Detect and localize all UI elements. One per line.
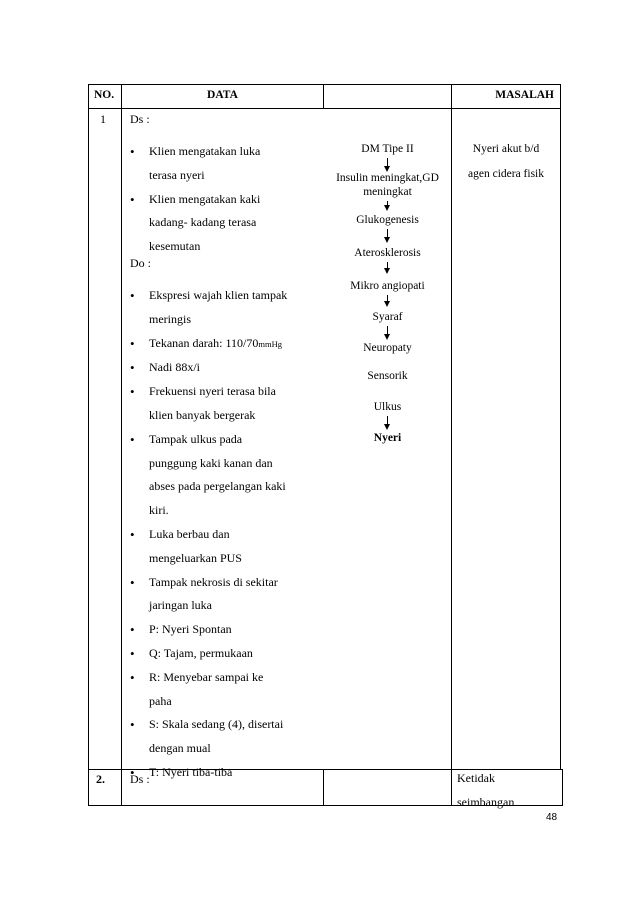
row1-number: 1 — [100, 112, 106, 126]
row1-ds-label: Ds : — [130, 112, 150, 126]
header-masalah: MASALAH — [495, 89, 554, 101]
flow-arrowhead-7 — [384, 424, 390, 430]
do-item-7: • Tampak nekrosis di sekitar jaringan luka — [127, 571, 323, 619]
ds-item-2: • Klien mengatakan kaki — [127, 188, 323, 212]
ds-item-1: • Klien mengatakan luka — [127, 140, 323, 164]
do-item-4: • Frekuensi nyeri terasa bila klien banyak bergerak — [127, 380, 323, 428]
ds-item-2-cont2: kesemutan — [149, 239, 201, 254]
table-left-border — [88, 84, 89, 806]
do-item-12: • T: Nyeri tiba-tiba — [127, 761, 323, 785]
flow-glukogenesis: Glukogenesis — [356, 214, 419, 226]
table-right-border-row2 — [562, 769, 563, 806]
do-item-11: • S: Skala sedang (4), disertai dengan mual — [127, 713, 323, 761]
flow-dm-tipe-ii: DM Tipe II — [361, 143, 414, 155]
row1-masalah: Nyeri akut b/d agen cidera fisik — [468, 143, 544, 180]
flow-ulkus: Ulkus — [373, 401, 402, 413]
flow-mikro-angiopati: Mikro angiopati — [350, 280, 425, 292]
do-item-6: • Luka berbau dan mengeluarkan PUS — [127, 523, 323, 571]
col-divider-flow — [451, 84, 452, 806]
row2-ds-label: Ds : — [130, 772, 150, 786]
do-item-1: • Ekspresi wajah klien tampak meringis — [127, 284, 323, 332]
col-divider-data — [323, 84, 324, 109]
header-no: NO. — [94, 89, 115, 101]
flow-sensorik: Sensorik — [367, 370, 408, 382]
do-item-2: • Tekanan darah: 110/70mmHg — [127, 332, 323, 357]
flow-arrowhead-3 — [384, 237, 390, 243]
ds-item-1-cont: terasa nyeri — [149, 167, 205, 182]
flow-arrowhead-6 — [384, 334, 390, 340]
row2-masalah: Ketidak seimbangan — [457, 771, 515, 809]
flow-aterosklerosis: Aterosklerosis — [354, 247, 421, 259]
flow-arrowhead-5 — [384, 301, 390, 307]
do-item-10: • R: Menyebar sampai ke paha — [127, 666, 323, 714]
row2-number: 2. — [96, 772, 105, 786]
table-right-border — [560, 84, 561, 770]
ds-list — [127, 140, 323, 259]
do-item-8: • P: Nyeri Spontan — [127, 618, 323, 642]
flow-arrowhead-2 — [384, 205, 390, 211]
do-list — [127, 284, 323, 785]
do-item-3: • Nadi 88x/i — [127, 356, 323, 380]
col-divider-data-row2 — [323, 769, 324, 806]
flow-insulin: Insulin meningkat,GD — [336, 172, 439, 184]
col-divider-no — [121, 84, 122, 806]
pathway-flow — [325, 0, 450, 903]
do-item-5: • Tampak ulkus pada punggung kaki kanan dan abses pada pergelangan kaki kiri. — [127, 428, 323, 523]
page-number: 48 — [546, 812, 558, 823]
do-item-9: • Q: Tajam, permukaan — [127, 642, 323, 666]
row1-do-label: Do : — [130, 256, 151, 270]
flow-arrowhead-4 — [384, 268, 390, 274]
flow-insulin-cont: meningkat — [363, 186, 412, 198]
ds-item-2-cont: kadang- kadang terasa — [149, 215, 257, 230]
header-data: DATA — [207, 89, 238, 101]
flow-nyeri: Nyeri — [373, 432, 402, 444]
flow-syaraf: Syaraf — [372, 311, 403, 323]
flow-neuropaty: Neuropaty — [363, 342, 412, 354]
